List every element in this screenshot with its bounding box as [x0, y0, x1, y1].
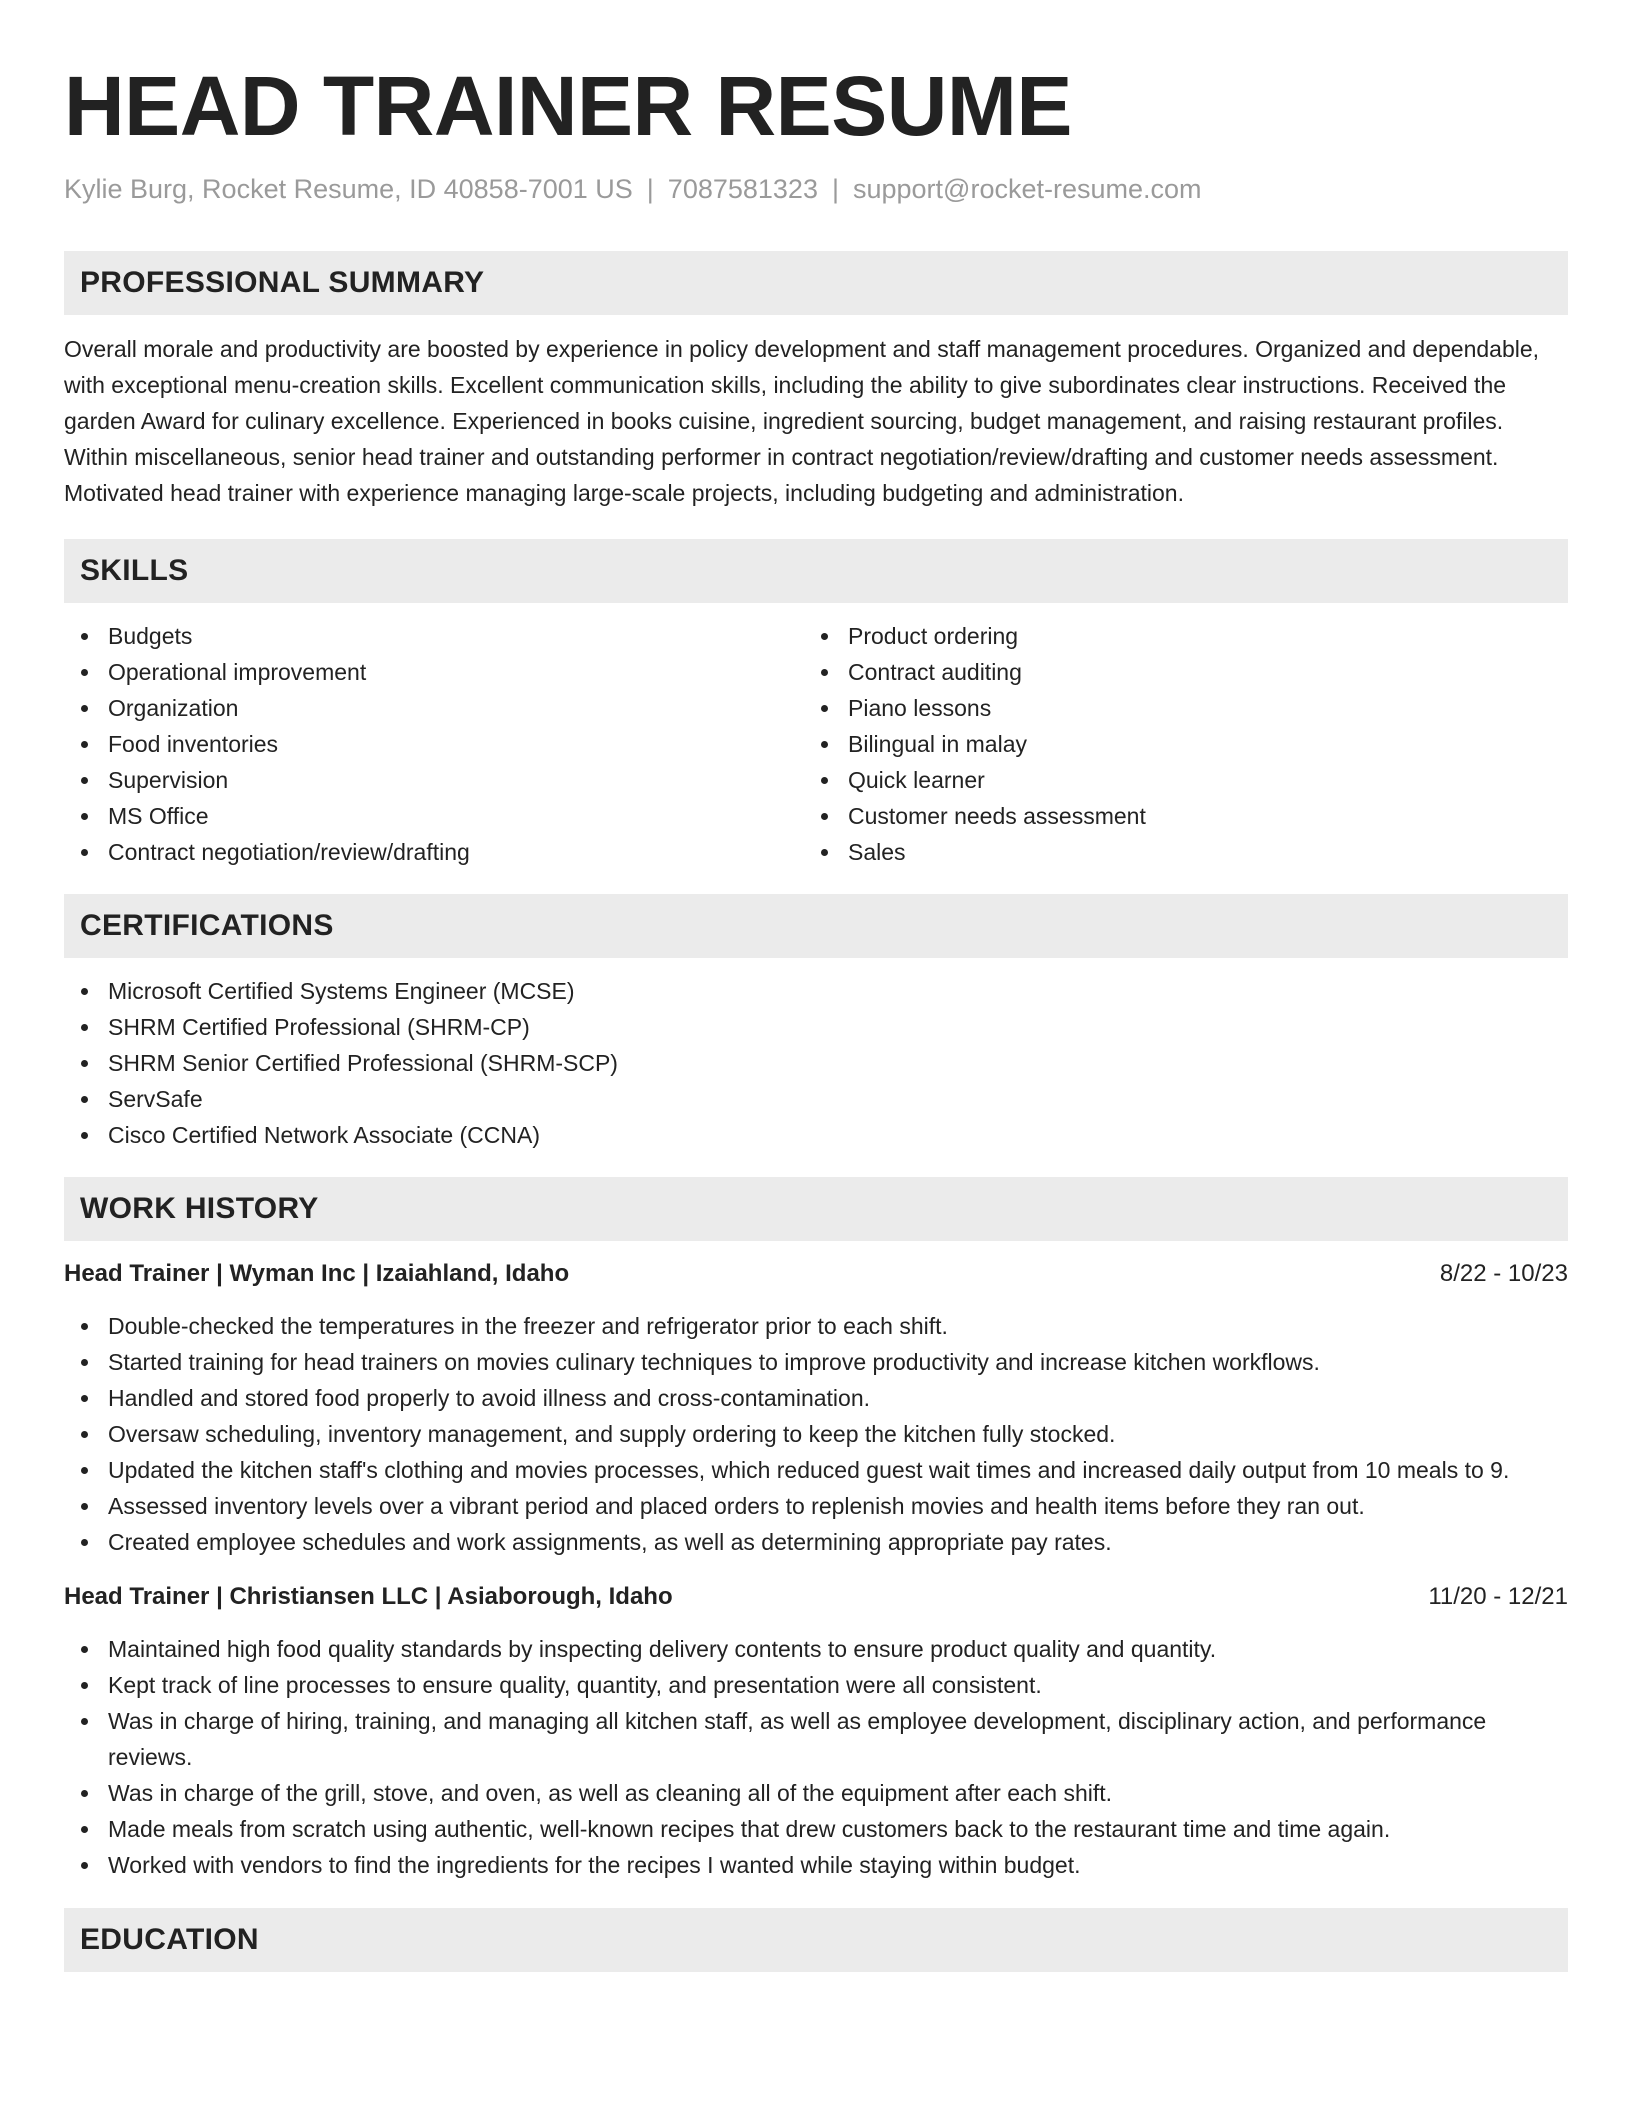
skills-list-right — [804, 618, 1544, 870]
certification-item: SHRM Senior Certified Professional (SHRM-SCP) — [64, 1045, 1568, 1081]
job-bullet: Oversaw scheduling, inventory management, and supply ordering to keep the kitchen fully stocked. — [64, 1416, 1568, 1452]
certification-item: Cisco Certified Network Associate (CCNA) — [64, 1117, 1568, 1153]
certification-item: SHRM Certified Professional (SHRM-CP) — [64, 1009, 1568, 1045]
job-bullet: Created employee schedules and work assignments, as well as determining appropriate pay rates. — [64, 1524, 1568, 1560]
skill-item: MS Office — [64, 798, 804, 834]
job-dates: 8/22 - 10/23 — [1439, 1260, 1568, 1287]
job-bullet: Started training for head trainers on movies culinary techniques to improve productivity and increase kitchen workflows. — [64, 1344, 1568, 1380]
skill-item: Organization — [64, 690, 804, 726]
job-bullet: Maintained high food quality standards by inspecting delivery contents to ensure product quality and quantity. — [64, 1631, 1568, 1667]
skill-item: Supervision — [64, 762, 804, 798]
skill-item: Product ordering — [804, 618, 1544, 654]
job-bullet: Updated the kitchen staff's clothing and movies processes, which reduced guest wait times and increased daily output from 10 meals to 9. — [64, 1452, 1568, 1488]
contact-address: Kylie Burg, Rocket Resume, ID 40858-7001 US — [64, 174, 633, 204]
job-bullet: Double-checked the temperatures in the freezer and refrigerator prior to each shift. — [64, 1308, 1568, 1344]
job-header — [64, 1257, 1568, 1291]
skill-item: Quick learner — [804, 762, 1544, 798]
education-heading: EDUCATION — [64, 1908, 1568, 1972]
summary-heading: PROFESSIONAL SUMMARY — [64, 251, 1568, 315]
contact-line — [64, 172, 1568, 206]
job-title: Head Trainer | Christiansen LLC | Asiaborough, Idaho — [64, 1583, 673, 1610]
contact-separator: | — [831, 174, 839, 204]
summary-text: Overall morale and productivity are boosted by experience in policy development and staff management procedures. Organized and dependable, with exceptional menu-creation skills. Excellent communication skills, including the ability to give subordinates clear instructions. Received the garden Award for culinary excellence. Experienced in books cuisine, ingredient sourcing, budget management, and raising restaurant profiles. Within miscellaneous, senior head trainer and outstanding performer in contract negotiation/review/drafting and customer needs assessment. Motivated head trainer with experience managing large-scale projects, including budgeting and administration. — [64, 336, 1540, 506]
skill-item: Customer needs assessment — [804, 798, 1544, 834]
skills-list-left — [64, 618, 804, 870]
skill-item: Operational improvement — [64, 654, 804, 690]
skill-item: Food inventories — [64, 726, 804, 762]
skills-heading: SKILLS — [64, 539, 1568, 603]
job-bullet: Was in charge of the grill, stove, and oven, as well as cleaning all of the equipment after each shift. — [64, 1775, 1568, 1811]
job-entry — [64, 1257, 1568, 1560]
job-bullet: Made meals from scratch using authentic, well-known recipes that drew customers back to the restaurant time and time again. — [64, 1811, 1568, 1847]
job-bullet: Handled and stored food properly to avoid illness and cross-contamination. — [64, 1380, 1568, 1416]
contact-separator: | — [646, 174, 654, 204]
certifications-heading: CERTIFICATIONS — [64, 894, 1568, 958]
skill-item: Bilingual in malay — [804, 726, 1544, 762]
page-title: HEAD TRAINER RESUME — [64, 59, 1072, 153]
skill-item: Piano lessons — [804, 690, 1544, 726]
job-bullet: Was in charge of hiring, training, and managing all kitchen staff, as well as employee development, disciplinary action, and performance reviews. — [64, 1703, 1568, 1775]
contact-phone: 7087581323 — [667, 174, 818, 204]
job-bullets — [64, 1631, 1568, 1883]
skill-item: Contract negotiation/review/drafting — [64, 834, 804, 870]
job-entry — [64, 1580, 1568, 1883]
job-bullets — [64, 1308, 1568, 1560]
work-history-heading: WORK HISTORY — [64, 1177, 1568, 1241]
certification-item: ServSafe — [64, 1081, 1568, 1117]
certification-item: Microsoft Certified Systems Engineer (MCSE) — [64, 973, 1568, 1009]
job-header — [64, 1580, 1568, 1614]
contact-email[interactable]: support@rocket-resume.com — [852, 174, 1202, 204]
job-bullet: Kept track of line processes to ensure quality, quantity, and presentation were all consistent. — [64, 1667, 1568, 1703]
skill-item: Sales — [804, 834, 1544, 870]
job-bullet: Assessed inventory levels over a vibrant period and placed orders to replenish movies and health items before they ran out. — [64, 1488, 1568, 1524]
job-bullet: Worked with vendors to find the ingredients for the recipes I wanted while staying within budget. — [64, 1847, 1568, 1883]
job-title: Head Trainer | Wyman Inc | Izaiahland, Idaho — [64, 1260, 570, 1287]
skill-item: Contract auditing — [804, 654, 1544, 690]
skill-item: Budgets — [64, 618, 804, 654]
job-dates: 11/20 - 12/21 — [1428, 1583, 1568, 1610]
skills-columns — [64, 618, 1568, 870]
certifications-list — [64, 973, 1568, 1153]
